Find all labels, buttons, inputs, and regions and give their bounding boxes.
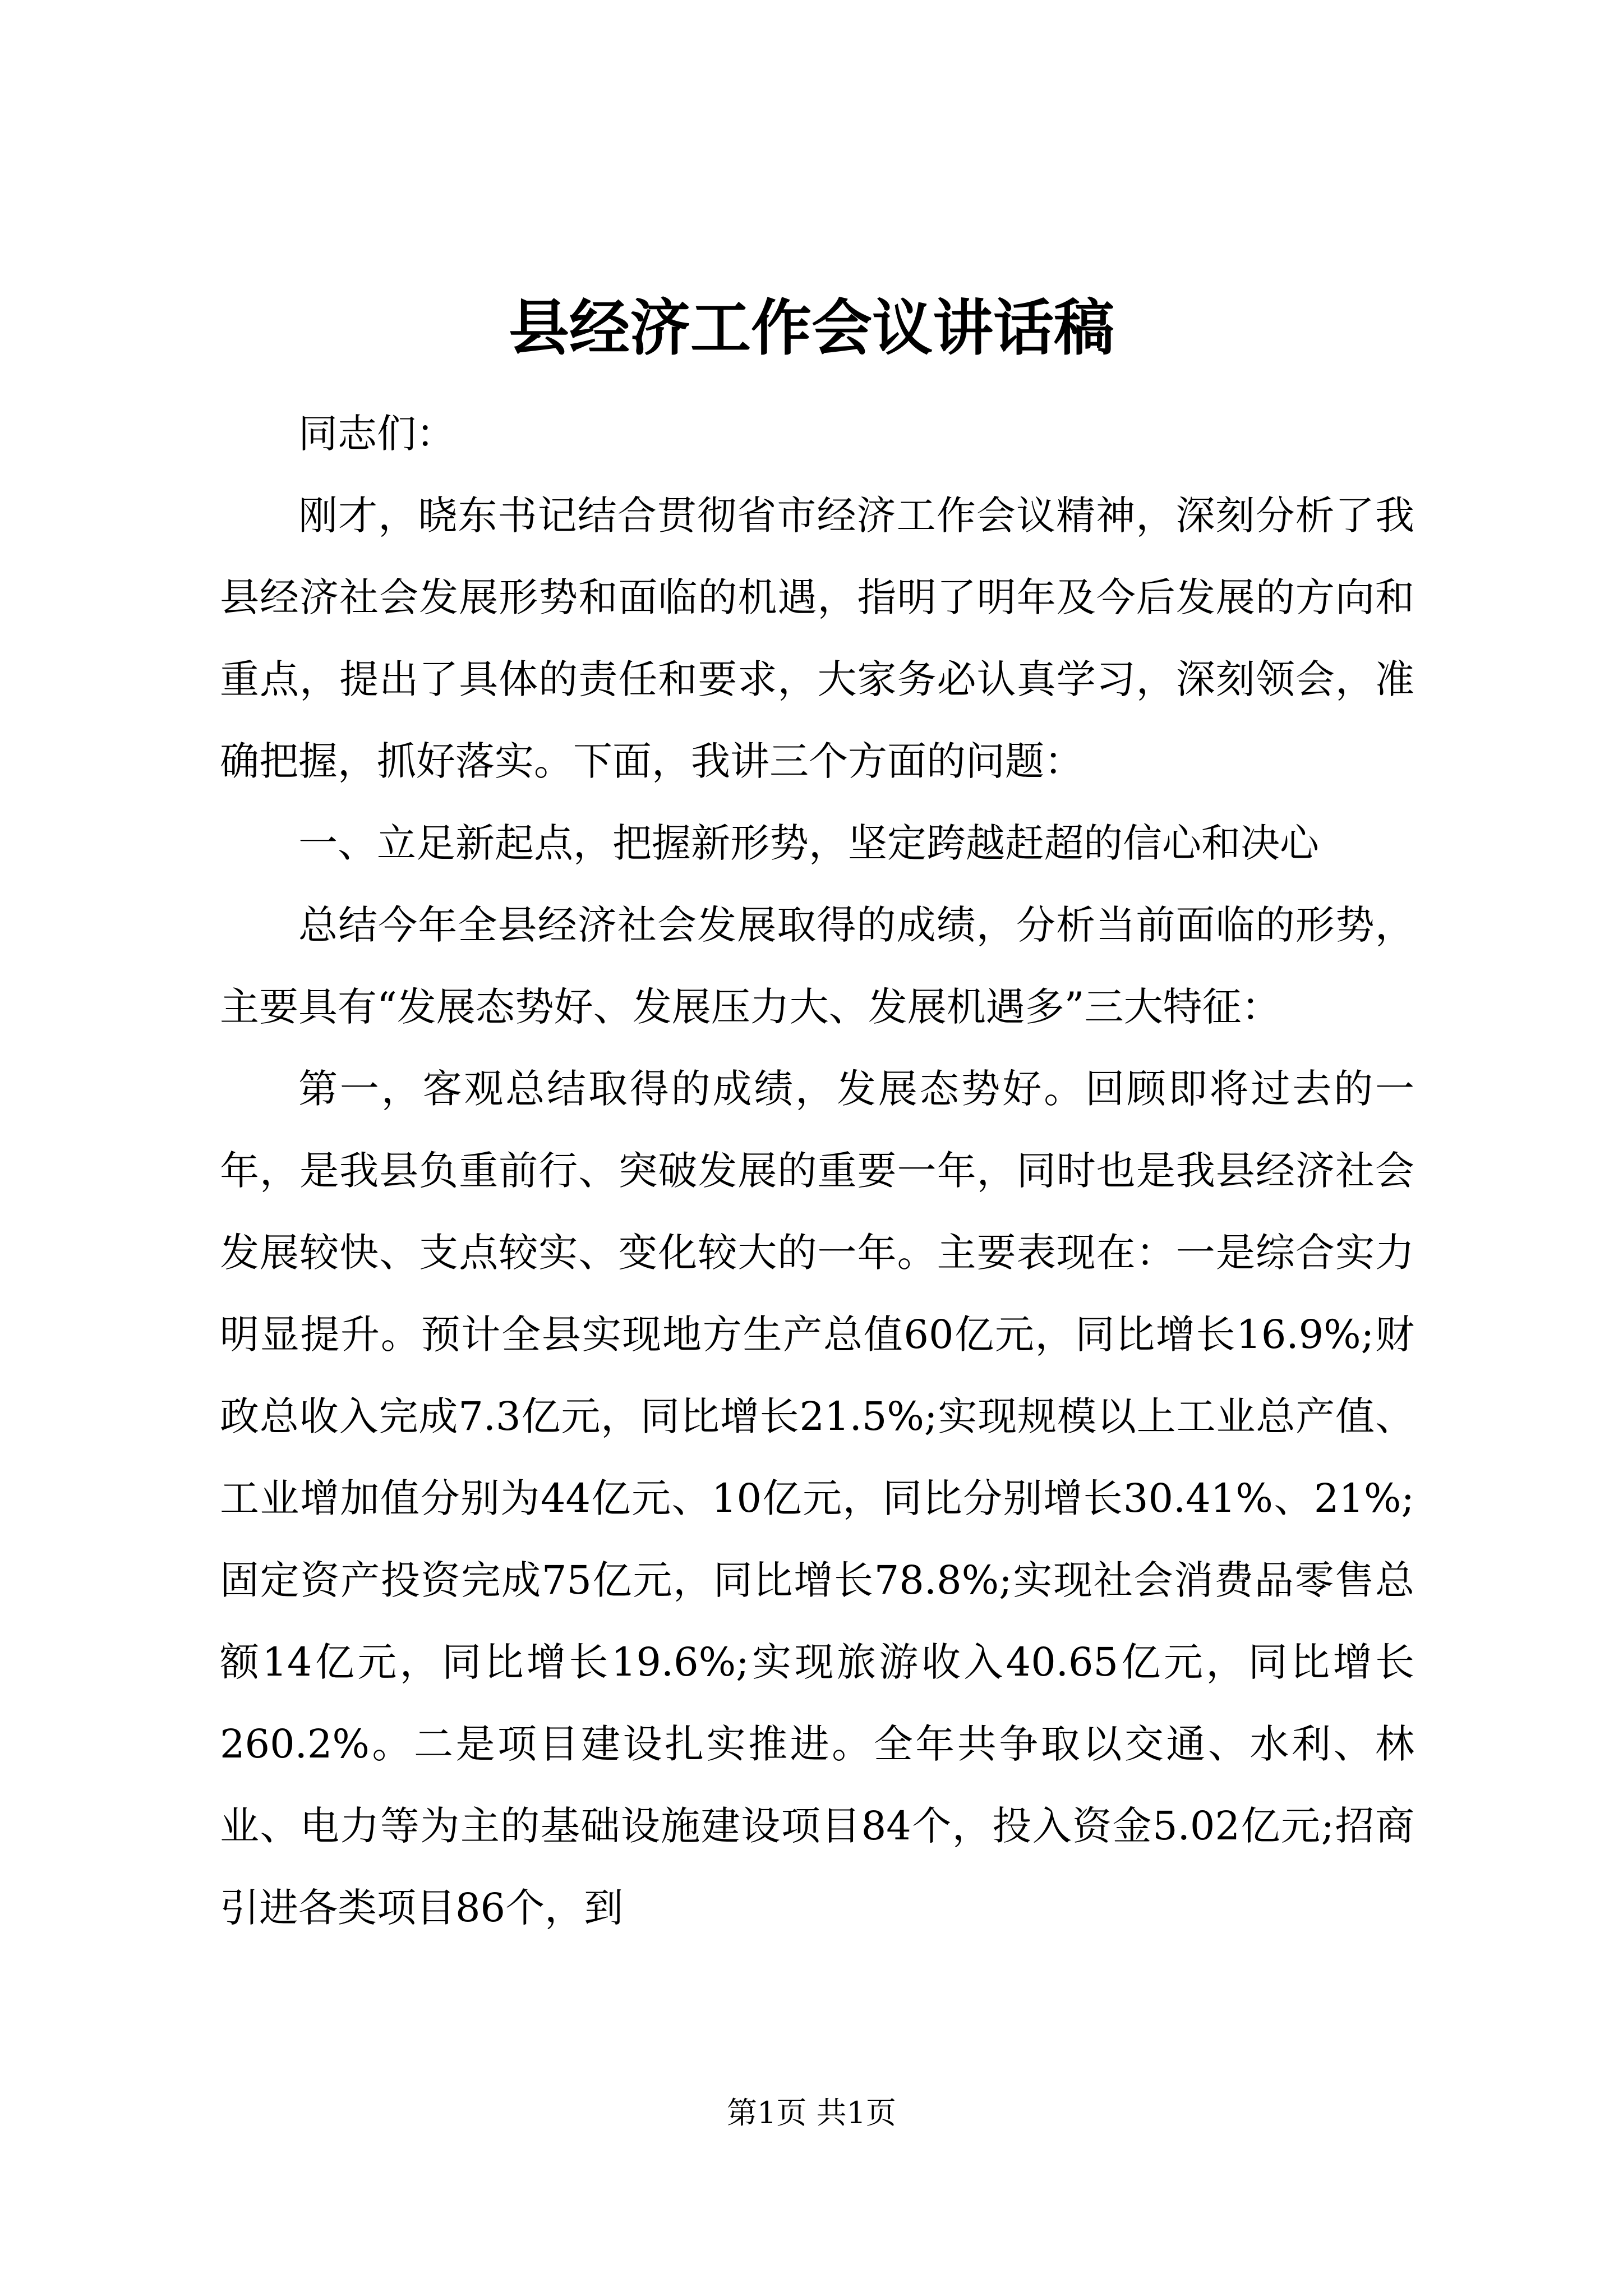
- document-body: [220, 393, 1414, 1949]
- document-title: 县经济工作会议讲话稿: [508, 293, 1114, 364]
- section-heading: 一、立足新起点，把握新形势，坚定跨越赶超的信心和决心: [298, 820, 1319, 866]
- paragraph: 刚才，晓东书记结合贯彻省市经济工作会议精神，深刻分析了我县经济社会发展形势和面临的机遇，指明了明年及今后发展的方向和重点，提出了具体的责任和要求，大家务必认真学习，深刻领会，准确把握，抓好落实。下面，我讲三个方面的问题：: [220, 493, 1414, 784]
- paragraph: 第一，客观总结取得的成绩，发展态势好。回顾即将过去的一年，是我县负重前行、突破发展的重要一年，同时也是我县经济社会发展较快、支点较实、变化较大的一年。主要表现在：一是综合实力明显提升。预计全县实现地方生产总值60亿元，同比增长16.9%;财政总收入完成7.3亿元，同比增长21.5%;实现规模以上工业总产值、工业增加值分别为44亿元、10亿元，同比分别增长30.41%、21%;固定资产投资完成75亿元，同比增长78.8%;实现社会消费品零售总额14亿元，同比增长19.6%;实现旅游收入40.65亿元，同比增长260.2%。二是项目建设扎实推进。全年共争取以交通、水利、林业、电力等为主的基础设施建设项目84个，投入资金5.02亿元;招商引进各类项目86个，到: [220, 1066, 1414, 1931]
- page-footer: 第1页 共1页: [727, 2095, 896, 2131]
- paragraph: 总结今年全县经济社会发展取得的成绩，分析当前面临的形势，主要具有“发展态势好、发展压力大、发展机遇多”三大特征：: [220, 902, 1414, 1030]
- salutation: 同志们：: [298, 411, 455, 457]
